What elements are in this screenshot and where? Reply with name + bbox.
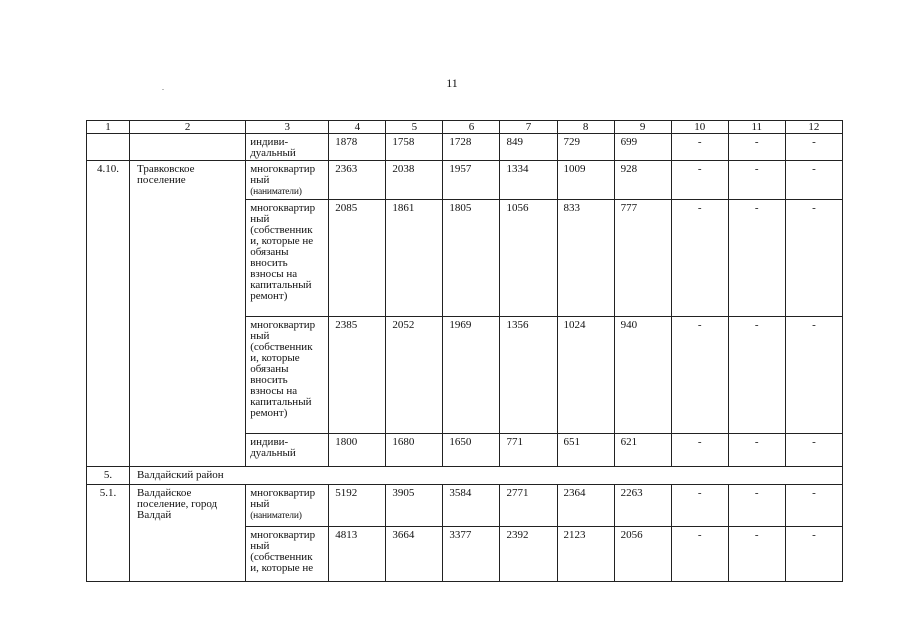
housing-type: многоквартир ный (собственник и, которые не обязаны вносить взносы на капитальный ремонт) (250, 202, 316, 302)
housing-type-cell (246, 317, 329, 434)
value-cell: 729 (557, 134, 614, 161)
value-cell: 1024 (557, 317, 614, 434)
dash-cell: - (728, 134, 785, 161)
header-cell: 6 (443, 121, 500, 134)
value-cell: 699 (614, 134, 671, 161)
value-cell: 621 (614, 434, 671, 467)
header-row (87, 121, 843, 134)
header-cell: 8 (557, 121, 614, 134)
value-cell: 1861 (386, 200, 443, 317)
value-cell: 1969 (443, 317, 500, 434)
housing-type-note: (наниматели) (250, 187, 302, 197)
value-cell: 1800 (329, 434, 386, 467)
header-cell: 5 (386, 121, 443, 134)
header-cell: 1 (87, 121, 130, 134)
housing-type-cell (246, 134, 329, 161)
value-cell: 2392 (500, 527, 557, 582)
value-cell: 1334 (500, 161, 557, 200)
dash-cell: - (785, 434, 842, 467)
value-cell: 771 (500, 434, 557, 467)
dash-cell: - (671, 434, 728, 467)
dash-cell: - (671, 317, 728, 434)
value-cell: 2056 (614, 527, 671, 582)
row-number (87, 134, 130, 161)
value-cell: 928 (614, 161, 671, 200)
header-cell: 7 (500, 121, 557, 134)
value-cell: 3905 (386, 485, 443, 527)
value-cell: 2385 (329, 317, 386, 434)
housing-type: многоквартир ный (собственник и, которые обязаны вносить взносы на капитальный ремонт) (250, 319, 316, 419)
section-row (87, 467, 843, 485)
value-cell: 4813 (329, 527, 386, 582)
table-row (87, 485, 843, 527)
housing-type-cell (246, 485, 329, 527)
housing-type-note: (наниматели) (250, 511, 302, 521)
row-number: 4.10. (87, 161, 130, 467)
housing-type-cell (246, 200, 329, 317)
housing-type: индиви- дуальный (250, 136, 296, 159)
value-cell: 651 (557, 434, 614, 467)
value-cell: 2085 (329, 200, 386, 317)
value-cell: 2364 (557, 485, 614, 527)
dash-cell: - (785, 200, 842, 317)
settlement-name: Травковское поселение (130, 161, 246, 467)
settlement-name (130, 134, 246, 161)
value-cell: 1728 (443, 134, 500, 161)
value-cell: 833 (557, 200, 614, 317)
value-cell: 3377 (443, 527, 500, 582)
scan-speck (162, 89, 164, 90)
dash-cell: - (671, 200, 728, 317)
dash-cell: - (671, 161, 728, 200)
header-cell: 2 (130, 121, 246, 134)
dash-cell: - (728, 200, 785, 317)
header-cell: 9 (614, 121, 671, 134)
value-cell: 940 (614, 317, 671, 434)
settlement-name: Валдайское поселение, город Валдай (130, 485, 246, 582)
dash-cell: - (785, 317, 842, 434)
housing-type-cell (246, 161, 329, 200)
page-number: 11 (446, 76, 458, 90)
dash-cell: - (728, 485, 785, 527)
value-cell: 2038 (386, 161, 443, 200)
dash-cell: - (785, 485, 842, 527)
housing-type: многоквартир ный (250, 487, 316, 510)
value-cell: 5192 (329, 485, 386, 527)
value-cell: 1356 (500, 317, 557, 434)
value-cell: 1805 (443, 200, 500, 317)
value-cell: 1758 (386, 134, 443, 161)
dash-cell: - (785, 527, 842, 582)
value-cell: 777 (614, 200, 671, 317)
value-cell: 2123 (557, 527, 614, 582)
dash-cell: - (671, 485, 728, 527)
value-cell: 3584 (443, 485, 500, 527)
tariff-table (86, 120, 843, 582)
dash-cell: - (785, 134, 842, 161)
row-number: 5.1. (87, 485, 130, 582)
value-cell: 1650 (443, 434, 500, 467)
table-row (87, 161, 843, 200)
header-cell: 11 (728, 121, 785, 134)
value-cell: 3664 (386, 527, 443, 582)
value-cell: 2052 (386, 317, 443, 434)
value-cell: 1680 (386, 434, 443, 467)
value-cell: 1056 (500, 200, 557, 317)
header-cell: 10 (671, 121, 728, 134)
value-cell: 2363 (329, 161, 386, 200)
section-number: 5. (87, 467, 130, 485)
dash-cell: - (728, 317, 785, 434)
housing-type: индиви- дуальный (250, 436, 296, 459)
housing-type-cell (246, 434, 329, 467)
dash-cell: - (785, 161, 842, 200)
value-cell: 1009 (557, 161, 614, 200)
housing-type: многоквартир ный (250, 163, 316, 186)
header-cell: 12 (785, 121, 842, 134)
dash-cell: - (728, 434, 785, 467)
value-cell: 2771 (500, 485, 557, 527)
dash-cell: - (671, 527, 728, 582)
value-cell: 1957 (443, 161, 500, 200)
dash-cell: - (728, 527, 785, 582)
value-cell: 2263 (614, 485, 671, 527)
dash-cell: - (728, 161, 785, 200)
dash-cell: - (671, 134, 728, 161)
housing-type: многоквартир ный (собственник и, которые не (250, 529, 316, 574)
section-title: Валдайский район (130, 467, 843, 485)
header-cell: 3 (246, 121, 329, 134)
housing-type-cell (246, 527, 329, 582)
header-cell: 4 (329, 121, 386, 134)
value-cell: 849 (500, 134, 557, 161)
table-row (87, 134, 843, 161)
value-cell: 1878 (329, 134, 386, 161)
